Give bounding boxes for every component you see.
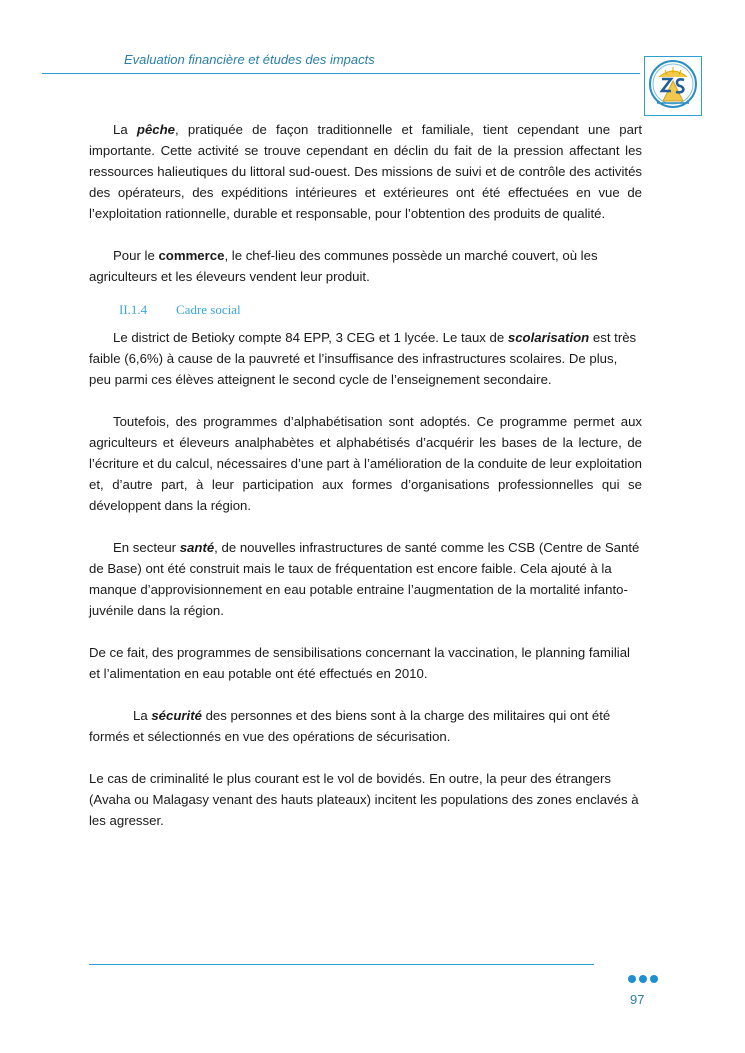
paragraph-vaccination: De ce fait, des programmes de sensibilisations concernant la vaccination, le planning familial et l’alimentation en eau potable ont été effectués en 2010. [89,645,630,681]
keyword-sante: santé [179,540,215,555]
paragraph-scolarisation [89,327,642,390]
paragraph-securite [89,705,642,747]
paragraph-text: , pratiquée de façon traditionnelle et familiale, tient cependant une part importante. Cette activité se trouve cependant en déclin du fait de la pression affectant les ressources halieutiques du littoral sud-ouest. Des missions de suivi et de contrôle des activités des opérateurs, des expéditions intérieures et extérieures ont été effectuées en vue de l’exploitation rationnelle, durable et responsable, pour l’obtention des produits de qualité. [89,122,642,221]
paragraph-criminalite: Le cas de criminalité le plus courant est le vol de bovidés. En outre, la peur des étrangers (Avaha ou Malagasy venant des hauts plateaux) incitent les populations des zones enclavés à les agresser. [89,771,639,828]
keyword-scolarisation: scolarisation [507,330,590,345]
paragraph-alphabetisation: Toutefois, des programmes d’alphabétisation sont adoptés. Ce programme permet aux agriculteurs et éleveurs analphabètes et alphabétisés d’acquérir les bases de la lecture, de l’écriture et du calcul, nécessaires d’une part à l’amélioration de la conduite de leur exploitation et, d’autre part, à leur participation aux formes d’organisations professionnelles qui se développent dans la région. [89,414,642,513]
section-title: Cadre social [176,302,241,317]
footer-rule [89,964,594,965]
paragraph-text: La [133,708,152,723]
logo-emblem-icon [645,57,701,115]
paragraph-peche [89,119,642,224]
paragraph-text: est très faible (6,6%) à cause de la pauvreté et l’insuffisance des infrastructures scolaires. De plus, peu parmi ces élèves atteignent le second cycle de l’enseignement secondaire. [89,330,637,387]
paragraph-commerce [89,245,642,287]
page-number: 97 [630,992,645,1007]
paragraph-text: Le district de Betioky compte 84 EPP, 3 CEG et 1 lycée. Le taux de [113,330,508,345]
section-heading [89,299,642,320]
paragraph-text: En secteur [113,540,180,555]
document-body [89,119,642,831]
paragraph-text: , de nouvelles infrastructures de santé comme les CSB (Centre de Santé de Base) ont été construit mais le taux de fréquentation est encore faible. Cela ajouté à la manque d’approvisionnement en eau potable entraine l’augmentation de la mortalité infanto-juvénile dans la région. [89,540,640,618]
paragraph-text: Pour le [113,248,159,263]
section-number: II.1.4 [119,302,148,317]
paragraph-text: La [113,122,137,137]
keyword-securite: sécurité [151,708,202,723]
paragraph-sante [89,537,642,621]
keyword-commerce: commerce [158,248,225,263]
header-rule [42,73,640,74]
paragraph-text: des personnes et des biens sont à la charge des militaires qui ont été formés et sélectionnés en vue des opérations de sécurisation. [89,708,611,744]
institution-logo [644,56,702,116]
header-title: Evaluation financière et études des impacts [124,52,375,67]
keyword-peche: pêche [136,122,176,137]
paragraph-text: , le chef-lieu des communes possède un marché couvert, où les agriculteurs et les éleveurs vendent leur produit. [89,248,598,284]
ellipsis-dots-icon [627,973,659,985]
